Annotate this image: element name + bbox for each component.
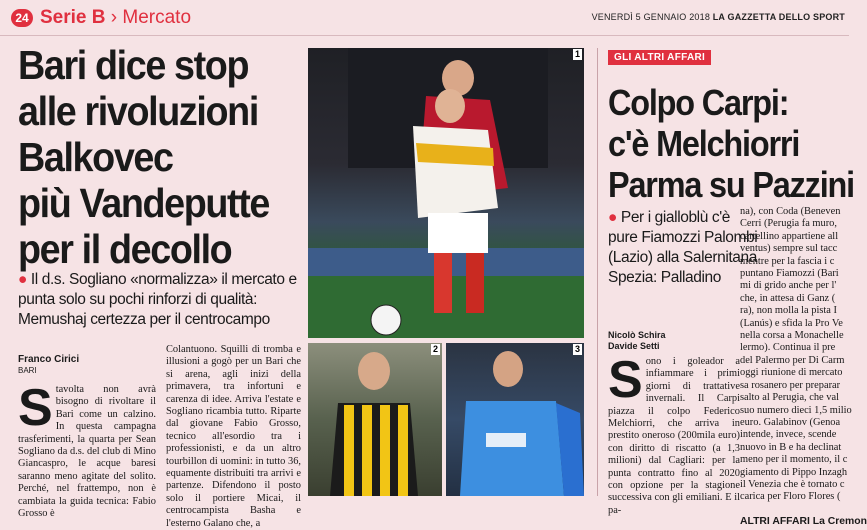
main-author: Franco Cirici xyxy=(18,354,80,365)
column-divider xyxy=(597,48,598,496)
text-line: oggi riunione di mercato xyxy=(740,367,843,379)
headline-line: alle rivoluzioni xyxy=(18,88,258,134)
dateline xyxy=(592,12,845,22)
text-line: na), con Coda (Beneven xyxy=(740,206,841,217)
text-line: il Venezia che è tornato c xyxy=(740,478,845,490)
main-headline xyxy=(18,42,285,272)
page-number-badge: 24 xyxy=(11,9,33,27)
text-line: carica per Floro Flores ( xyxy=(740,491,841,503)
side-deck-text: Per i gialloblù c'è pure Fiamozzi Palombi (Lazio) alla Salernitana Spezia: Palladino xyxy=(608,209,758,286)
section-title xyxy=(40,7,191,29)
page-header xyxy=(0,0,849,36)
side-authors xyxy=(608,330,666,352)
date-text: VENERDÌ 5 GENNAIO 2018 xyxy=(591,12,711,22)
side-headline xyxy=(608,82,854,205)
text-line: Cerri (Perugia fa muro, xyxy=(740,218,837,230)
text-line: cartellino appartiene all xyxy=(740,230,839,242)
side-deck xyxy=(608,208,758,288)
text-line: giamento di Pippo Inzagh xyxy=(740,466,848,478)
text-line: (Lanús) e sfida la Pro Ve xyxy=(740,317,843,329)
section-tag: GLI ALTRI AFFARI xyxy=(608,50,711,65)
author-name: Davide Setti xyxy=(608,341,660,351)
text-line xyxy=(740,504,852,516)
main-deck xyxy=(18,270,308,330)
player-portrait-illustration xyxy=(308,343,442,496)
text-line: intende, invece, scende xyxy=(740,429,837,441)
bullet-dot: ● xyxy=(608,209,617,226)
section-name: Serie B xyxy=(40,7,106,28)
text-line: suo numero dieci 1,5 milio xyxy=(740,404,852,416)
photo-number: 2 xyxy=(432,344,438,354)
photo-2 xyxy=(308,343,442,496)
dropcap: S xyxy=(18,379,53,437)
newspaper-name: LA GAZZETTA DELLO SPORT xyxy=(712,12,845,22)
side-column-1 xyxy=(608,351,740,517)
text-line: nella corsa a Monachelle xyxy=(740,330,844,342)
headline-line: Bari dice stop xyxy=(18,42,249,88)
text-line: ra), non molla la pista I xyxy=(740,305,837,317)
headline-line: per il decollo xyxy=(18,226,232,272)
text-line: che, in attesa di Ganz ( xyxy=(740,292,836,304)
main-deck-text: Il d.s. Sogliano «normalizza» il mercato e punta solo su pochi rinforzi di qualità: Memushaj certezza per il centrocampo xyxy=(18,271,297,328)
headline-line: più Vandeputte xyxy=(18,180,270,226)
bullet-dot: ● xyxy=(18,271,27,288)
photo-1 xyxy=(308,48,584,338)
photo-3 xyxy=(446,343,584,496)
text-line: meno per il momento, il c xyxy=(740,454,848,466)
text-line: sa rosanero per preparar xyxy=(740,379,841,391)
photo-number: 3 xyxy=(574,344,580,354)
text-line: del Palermo per Di Carm xyxy=(740,354,845,366)
photo-number: 1 xyxy=(574,49,580,59)
soccer-players-illustration xyxy=(308,48,584,338)
main-column-1 xyxy=(18,379,156,520)
text-line: salto al Perugia, che val xyxy=(740,392,839,404)
main-column-1-text: tavolta non avrà bisogno di rivoltare il Bari come un calzino. In questa campagna trasferimenti, la quarta per Sean Sogliano da d.s. del club di Mino Giancaspro, le acque baresi saranno meno agitate del solito. Perché, nel frattempo, non è cambiata la guida tecnica: Fabio Grosso è xyxy=(18,384,156,520)
headline-line: c'è Melchiorri xyxy=(608,123,800,164)
headline-line: Balkovec xyxy=(18,134,173,180)
player-action-illustration xyxy=(446,343,584,496)
text-line: nuovo in B e ha declinat xyxy=(740,441,842,453)
text-line: puntano Fiamozzi (Bari xyxy=(740,268,839,280)
text-line: mentre per la fascia i c xyxy=(740,255,835,267)
side-column-2 xyxy=(740,206,867,529)
author-name: Nicolò Schira xyxy=(608,330,666,340)
subsection-name: › Mercato xyxy=(110,7,192,28)
side-column-1-text: ono i goleador a infiammare i primi giorni di trattative invernali. Il Carpi piazza il colpo Federico Melchiorri, che arriva in prestito oneroso (200mila euro) con diritto di riscatto (a 1,3 milioni) dal Cagliari: per la punta contratto fino al 2020 con opzione per la stagione successiva con gli emiliani. E il pa- xyxy=(608,356,740,516)
text-line: ventus) sempre sul tacc xyxy=(740,243,838,255)
text-line: ALTRI AFFARI La Cremon xyxy=(740,516,867,528)
headline-line: Colpo Carpi: xyxy=(608,82,789,123)
main-place: BARI xyxy=(18,366,37,375)
text-line: euro. Galabinov (Genoa xyxy=(740,416,841,428)
text-line: lermo). Continua il pre xyxy=(740,342,836,354)
headline-line: Parma su Pazzini xyxy=(608,164,854,205)
dropcap: S xyxy=(608,351,643,409)
main-column-2: Colantuono. Squilli di tromba e illusioni a gogò per un Bari che si arena, agli inizi della primavera, tra infortuni e carenza di idee. Arriva l'estate e Sogliano ricambia tutto. Riparte dal giovane Fabio Grosso, tecnico all'esordio tra i professionisti, e da un altro tourbillon di uomini: in tutto 36, equamente distribuiti tra arrivi e partenze. Difendono il posto solo il portiere Micai, il centrocampista Basha e l'esterno Galano che, a xyxy=(166,344,301,529)
text-line: mi di grido anche per l' xyxy=(740,280,837,292)
